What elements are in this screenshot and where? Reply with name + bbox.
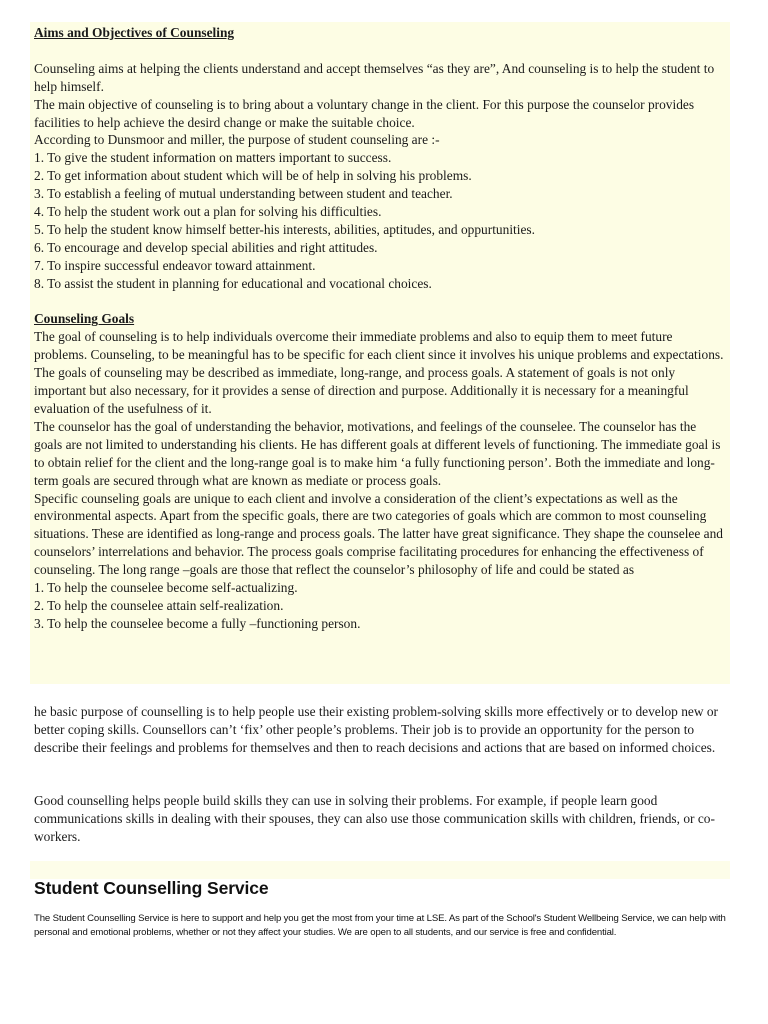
list-item: 7. To inspire successful endeavor toward attainment. bbox=[34, 257, 316, 273]
list-item: 8. To assist the student in planning for educational and vocational choices. bbox=[34, 275, 432, 291]
student-counselling-title: Student Counselling Service bbox=[34, 878, 269, 898]
list-item: 1. To help the counselee become self-actualizing. bbox=[34, 580, 298, 596]
list-item: 6. To encourage and develop special abilities and right attitudes. bbox=[34, 239, 378, 255]
highlighted-section bbox=[30, 22, 730, 684]
list-item: 5. To help the student know himself better-his interests, abilities, aptitudes, and oppurtunities. bbox=[34, 221, 535, 237]
goals-paragraph-2: The counselor has the goal of understanding the behavior, motivations, and feelings of the counselee. The counselor has the goals are not limited to understanding his clients. He has different goals at different levels of functioning. The immediate goal is to obtain relief for the client and the long-range goal is to make him ‘a fully functioning person’. Both the immediate and long- term goals are secured through what are known as mediate or process goals. bbox=[34, 418, 721, 488]
list-item: 2. To help the counselee attain self-realization. bbox=[34, 597, 284, 613]
list-item: 3. To help the counselee become a fully –functioning person. bbox=[34, 615, 361, 631]
aims-paragraph-1: Counseling aims at helping the clients understand and accept themselves “as they are”, And counseling is to help the student to help himself. bbox=[34, 60, 715, 94]
student-counselling-description: The Student Counselling Service is here to support and help you get the most from your time at LSE. As part of the School's Student Wellbeing Service, we can help with personal and emotional problems, whether or not they affect your studies. We are open to all students, and our service is free and confidential. bbox=[34, 913, 726, 938]
list-item: 4. To help the student work out a plan for solving his difficulties. bbox=[34, 204, 382, 220]
list-item: 1. To give the student information on matters important to success. bbox=[34, 150, 392, 166]
goals-paragraph-1: The goal of counseling is to help individuals overcome their immediate problems and also to equip them to meet future problems. Counseling, to be meaningful has to be specific for each client since it involves his unique problems and expectations. The goals of counseling may be described as immediate, long-range, and process goals. A statement of goals is not only important but also necessary, for it provides a sense of direction and purpose. Additionally it is necessary for a meaningful evaluation of the usefulness of it. bbox=[34, 329, 724, 416]
goals-paragraph-3: Specific counseling goals are unique to each client and involve a consideration of the client’s expectations as well as the environmental aspects. Apart from the specific goals, there are two categories of goals which are common to most counseling situations. These are identified as long-range and process goals. The latter have great significance. They shape the counselee and counselors’ interrelations and behavior. The process goals comprise facilitating procedures for enhancing the effectiveness of counseling. The long range –goals are those that reflect the counselor’s philosophy of life and could be stated as bbox=[34, 490, 723, 578]
list-item: 2. To get information about student which will be of help in solving his problems. bbox=[34, 168, 472, 184]
goals-heading: Counseling Goals bbox=[34, 311, 135, 327]
aims-heading: Aims and Objectives of Counseling bbox=[34, 25, 235, 40]
aims-paragraph-3: According to Dunsmoor and miller, the purpose of student counseling are :- bbox=[34, 132, 440, 148]
skills-paragraph: Good counselling helps people build skills they can use in solving their problems. For example, if people learn good communications skills in dealing with their spouses, they can also use those communication skills with children, friends, or co-workers. bbox=[34, 793, 715, 844]
purpose-paragraph: he basic purpose of counselling is to help people use their existing problem-solving skills more effectively or to develop new or better coping skills. Counsellors can’t ‘fix’ other people’s problems. Their job is to provide an opportunity for the person to describe their feelings and problems for themselves and then to reach decisions and actions that are based on informed choices. bbox=[34, 704, 719, 755]
title-band bbox=[30, 861, 730, 879]
aims-paragraph-2: The main objective of counseling is to bring about a voluntary change in the client. For this purpose the counselor provides facilities to help achieve the desird change or make the suitable choice. bbox=[34, 96, 695, 130]
list-item: 3. To establish a feeling of mutual understanding between student and teacher. bbox=[34, 186, 453, 202]
